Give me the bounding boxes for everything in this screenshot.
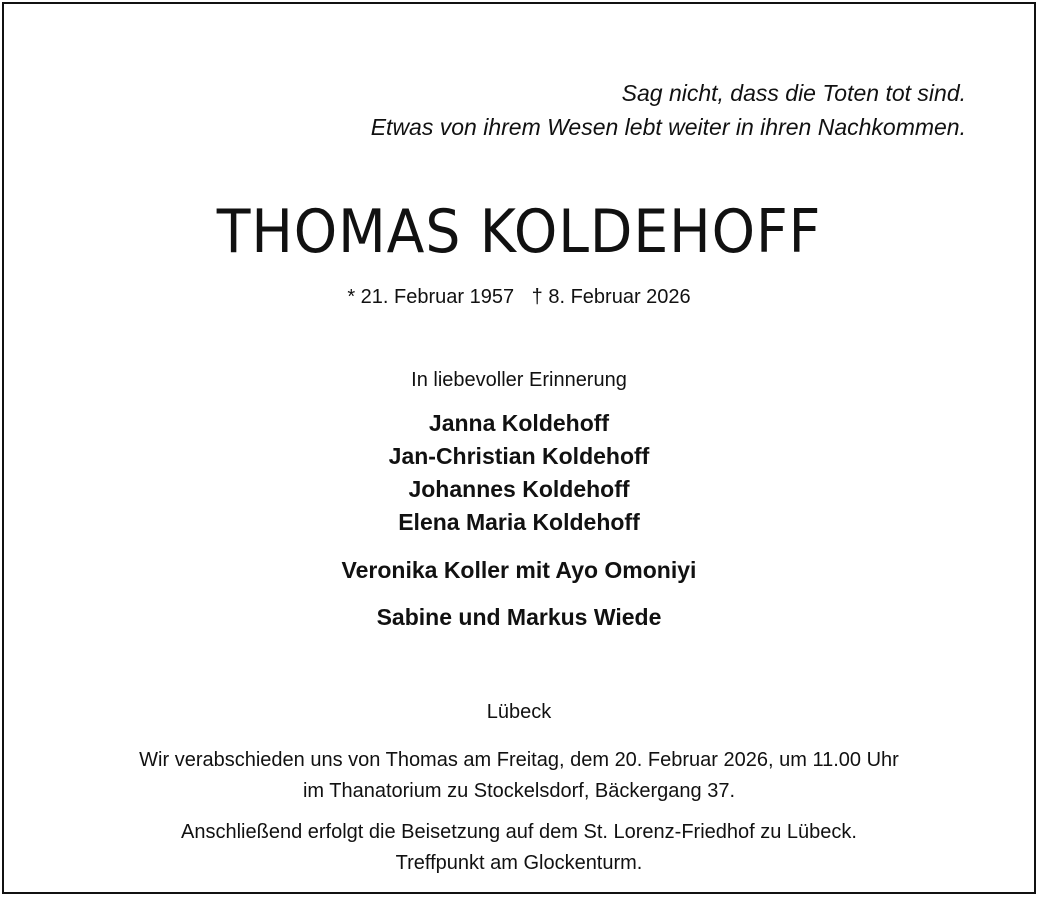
children-group: [4, 407, 1034, 539]
mourner-name: Janna Koldehoff: [428, 410, 610, 436]
epigraph-line-2: Etwas von ihrem Wesen lebt weiter in ihren Nachkommen.: [370, 114, 966, 140]
burial-info: [4, 817, 1034, 879]
remembrance-line: In liebevoller Erinnerung: [411, 369, 627, 391]
burial-line-1: Anschließend erfolgt die Beisetzung auf dem St. Lorenz-Friedhof zu Lübeck.: [181, 821, 857, 843]
partner-name: Veronika Koller mit Ayo Omoniyi: [341, 557, 697, 583]
mourner-name: Elena Maria Koldehoff: [398, 509, 640, 535]
birth-date: * 21. Februar 1957: [347, 286, 515, 308]
deceased-name: THOMAS KOLDEHOFF: [216, 197, 822, 267]
epigraph: [371, 76, 966, 144]
death-date: † 8. Februar 2026: [531, 286, 691, 308]
mourners-list: [4, 407, 1034, 634]
burial-line-2: Treffpunkt am Glockenturm.: [395, 852, 643, 874]
epigraph-line-1: Sag nicht, dass die Toten tot sind.: [621, 80, 966, 106]
obituary-notice: [2, 2, 1036, 894]
funeral-service-info: [4, 745, 1034, 807]
other-mourners: Sabine und Markus Wiede: [376, 604, 662, 630]
service-line-2: im Thanatorium zu Stockelsdorf, Bäckergang 37.: [302, 780, 736, 802]
mourner-name: Johannes Koldehoff: [408, 476, 630, 502]
mourner-name: Jan-Christian Koldehoff: [388, 443, 650, 469]
service-line-1: Wir verabschieden uns von Thomas am Freitag, dem 20. Februar 2026, um 11.00 Uhr: [139, 749, 899, 771]
life-dates: [4, 283, 1034, 311]
place-name: Lübeck: [486, 701, 552, 723]
